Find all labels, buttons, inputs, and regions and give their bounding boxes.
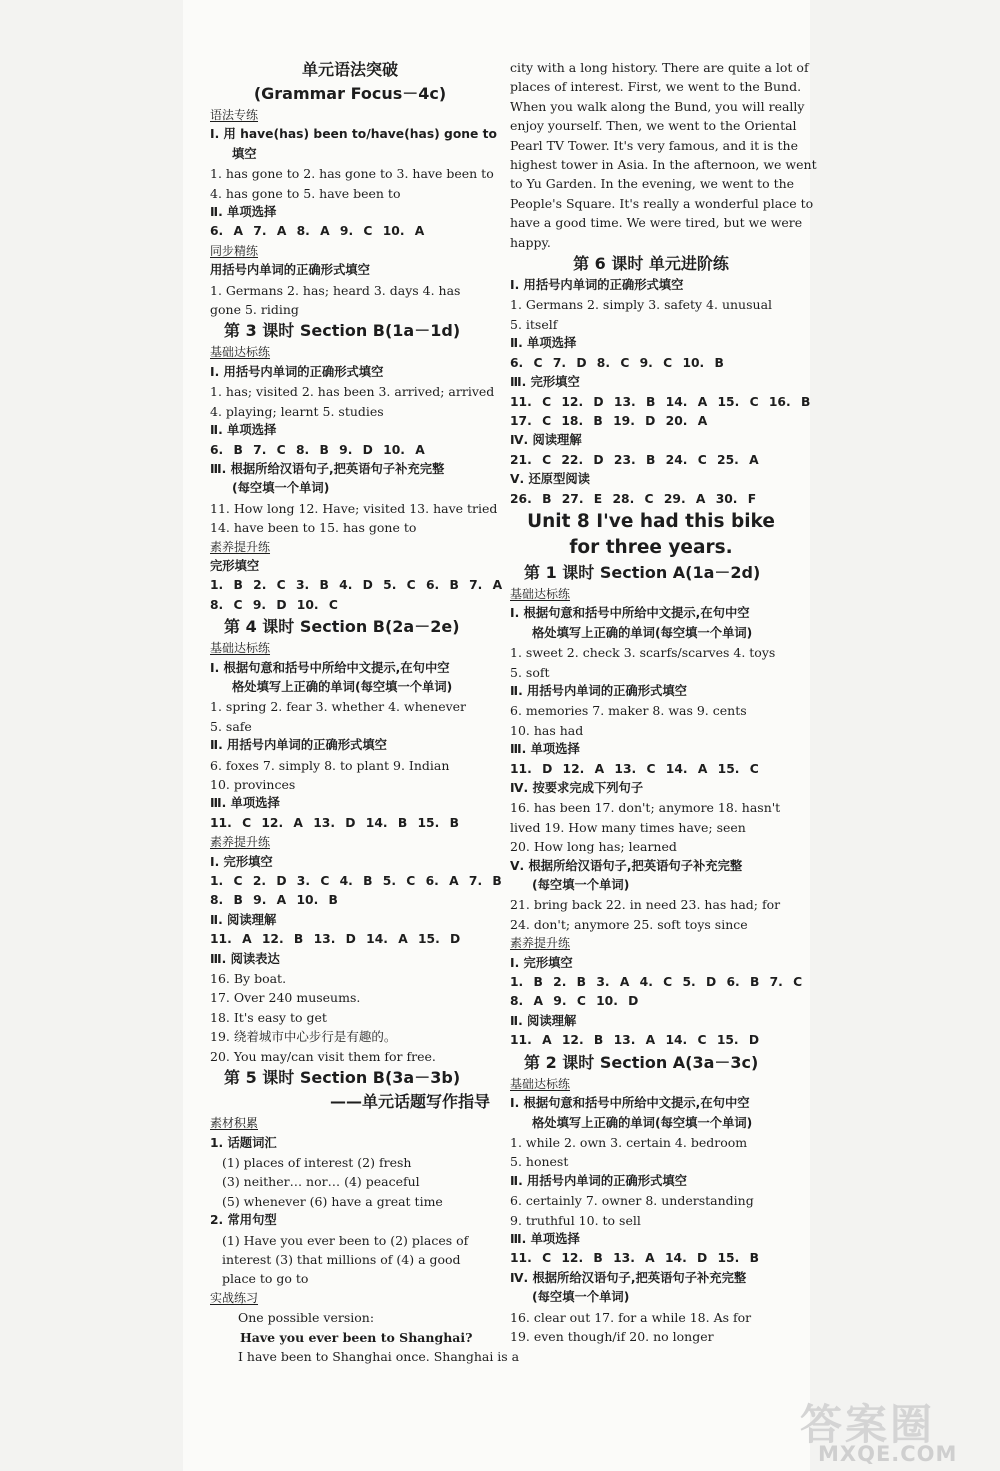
version-label: One possible version: [238, 1310, 375, 1326]
lesson-6-title: 第 6 课时 单元进阶练 [573, 254, 729, 274]
answer-line: 4. has gone to 5. have been to [210, 185, 401, 201]
unit8-lesson-1-title: 第 1 课时 Section A(1a－2d) [524, 562, 761, 582]
lesson-5-subtitle: ——单元话题写作指导 [329, 1092, 490, 1112]
question-heading: Ⅳ. 阅读理解 [510, 433, 582, 448]
essay-line: city with a long history. There are quite a lot of [510, 60, 809, 75]
answer-line: 1. while 2. own 3. certain 4. bedroom [510, 1134, 748, 1150]
vocab-line: (1) places of interest (2) fresh [222, 1154, 412, 1170]
answer-line: 6. C 7. D 8. C 9. C 10. B [510, 355, 724, 370]
lesson-5-title: 第 5 课时 Section B(3a－3b) [224, 1068, 461, 1088]
lesson-3-title: 第 3 课时 Section B(1a－1d) [224, 321, 461, 341]
question-heading: Ⅱ. 阅读理解 [210, 912, 277, 927]
essay-line: highest tower in Asia. In the afternoon, we went [510, 157, 817, 173]
section-tag: 同步精练 [210, 243, 259, 258]
answer-line: 8. C 9. D 10. C [210, 597, 338, 612]
question-heading: Ⅲ. 单项选择 [210, 796, 280, 811]
question-heading: Ⅱ. 单项选择 [510, 336, 577, 351]
answer-line: 11. C 12. D 13. B 14. A 15. C 16. B [510, 394, 811, 409]
grammar-focus-subtitle: (Grammar Focus－4c) [253, 84, 447, 103]
question-heading: Ⅰ. 完形填空 [510, 955, 573, 970]
unit8-lesson-2-title: 第 2 课时 Section A(3a－3c) [524, 1052, 759, 1072]
question-heading-cont: 填空 [232, 146, 257, 161]
question-heading: Ⅲ. 完形填空 [510, 375, 580, 390]
unit-8-title-cont: for three years. [569, 536, 733, 558]
unit-8-title: Unit 8 I've had this bike [527, 510, 775, 532]
question-heading: Ⅳ. 根据所给汉语句子,把英语句子补充完整 [510, 1270, 747, 1285]
answer-line: gone 5. riding [210, 302, 299, 318]
question-heading-cont: 格处填写上正确的单词(每空填一个单词) [532, 1115, 753, 1130]
answer-line: 14. have been to 15. has gone to [210, 520, 417, 536]
question-heading: Ⅲ. 单项选择 [510, 1231, 580, 1246]
question-heading: Ⅰ. 完形填空 [210, 854, 273, 869]
question-heading: Ⅴ. 根据所给汉语句子,把英语句子补充完整 [510, 858, 743, 873]
answer-line: 11. D 12. A 13. C 14. A 15. C [510, 761, 759, 776]
answer-line: 21. C 22. D 23. B 24. C 25. A [510, 452, 759, 467]
answer-line: 1. has gone to 2. has gone to 3. have been to [210, 166, 494, 182]
answer-line: 24. don't; anymore 25. soft toys since [510, 916, 748, 932]
section-tag: 基础达标练 [210, 641, 271, 656]
question-heading-cont: 格处填写上正确的单词(每空填一个单词) [232, 679, 453, 694]
answer-line: 5. safe [210, 718, 252, 734]
answer-line: 16. clear out 17. for a while 18. As for [510, 1309, 752, 1325]
right-column [510, 58, 817, 1346]
question-heading: Ⅰ. 用括号内单词的正确形式填空 [510, 278, 684, 293]
answer-line: 10. provinces [210, 777, 296, 792]
question-heading: 1. 话题词汇 [210, 1135, 277, 1150]
question-heading: 完形填空 [210, 558, 260, 573]
question-heading: Ⅰ. 根据句意和括号中所给中文提示,在句中空 [210, 660, 450, 675]
question-heading: Ⅱ. 用括号内单词的正确形式填空 [510, 1173, 687, 1188]
answer-line: 11. A 12. B 13. D 14. A 15. D [210, 932, 461, 947]
question-heading-cont: 格处填写上正确的单词(每空填一个单词) [532, 625, 753, 640]
answer-line: 21. bring back 22. in need 23. has had; for [510, 897, 781, 913]
question-heading: Ⅲ. 阅读表达 [210, 951, 280, 966]
answer-line: 5. soft [510, 664, 550, 680]
section-tag: 基础达标练 [510, 1076, 571, 1091]
question-heading: Ⅱ. 单项选择 [210, 423, 277, 438]
answer-line: 26. B 27. E 28. C 29. A 30. F [510, 491, 757, 506]
answer-line: 1. C 2. D 3. C 4. B 5. C 6. A 7. B [210, 874, 502, 889]
question-heading: Ⅱ. 单项选择 [210, 205, 277, 220]
answer-line: 17. C 18. B 19. D 20. A [510, 413, 708, 428]
answer-line: 10. has had [510, 722, 584, 738]
answer-line: 6. memories 7. maker 8. was 9. cents [510, 703, 747, 719]
question-heading: Ⅱ. 阅读理解 [510, 1013, 577, 1028]
answer-line: 11. A 12. B 13. A 14. C 15. D [510, 1033, 760, 1048]
watermark-logo-text: 答案圈 [800, 1400, 936, 1449]
sentence-line: interest (3) that millions of (4) a good [222, 1251, 461, 1267]
question-heading: Ⅱ. 用括号内单词的正确形式填空 [210, 738, 387, 753]
question-heading-cont: (每空填一个单词) [532, 878, 630, 893]
answer-line: 8. B 9. A 10. B [210, 893, 338, 908]
essay-line: places of interest. First, we went to the Bund. [510, 79, 802, 95]
essay-title: Have you ever been to Shanghai? [240, 1329, 473, 1345]
section-tag: 基础达标练 [510, 586, 571, 601]
vocab-line: (3) neither… nor… (4) peaceful [222, 1174, 420, 1190]
answer-line: 1. sweet 2. check 3. scarfs/scarves 4. toys [510, 645, 776, 661]
left-column [210, 58, 520, 1366]
essay-line: have a good time. We were tired, but we were [510, 215, 803, 231]
section-tag: 素养提升练 [210, 835, 271, 850]
watermark-url: MXQE.COM [818, 1442, 958, 1466]
essay-line: Pearl TV Tower. It's very famous, and it is the [510, 137, 798, 153]
essay-line: I have been to Shanghai once. Shanghai is a [238, 1348, 520, 1364]
answer-line: 1. Germans 2. has; heard 3. days 4. has [210, 282, 461, 298]
answer-line: 6. certainly 7. owner 8. understanding [510, 1193, 754, 1209]
site-watermark [800, 1392, 990, 1466]
question-heading: Ⅰ. 用 have(has) been to/have(has) gone to [210, 127, 497, 142]
answer-line: 20. You may/can visit them for free. [210, 1048, 436, 1064]
answer-line: 1. has; visited 2. has been 3. arrived; arrived [210, 384, 495, 400]
answer-line: 1. Germans 2. simply 3. safety 4. unusual [510, 297, 773, 313]
section-tag: 素养提升练 [510, 936, 571, 951]
question-heading: Ⅰ. 根据句意和括号中所给中文提示,在句中空 [510, 606, 750, 621]
question-heading: Ⅲ. 根据所给汉语句子,把英语句子补充完整 [210, 461, 445, 476]
answer-line: lived 19. How many times have; seen [510, 819, 746, 835]
answer-line: 20. How long has; learned [510, 839, 677, 855]
answer-line: 11. How long 12. Have; visited 13. have tried [210, 500, 498, 516]
essay-line: happy. [510, 234, 551, 250]
answer-line: 6. A 7. A 8. A 9. C 10. A [210, 224, 425, 239]
answer-line: 5. honest [510, 1154, 569, 1170]
answer-line: 19. even though/if 20. no longer [510, 1328, 714, 1344]
question-heading: Ⅰ. 根据句意和括号中所给中文提示,在句中空 [510, 1096, 750, 1111]
section-tag: 语法专练 [210, 108, 259, 122]
answer-line: 1. B 2. B 3. A 4. C 5. D 6. B 7. C [510, 975, 803, 990]
essay-line: When you walk along the Bund, you will really [510, 98, 805, 114]
answer-line: 1. B 2. C 3. B 4. D 5. C 6. B 7. A [210, 578, 503, 593]
essay-line: People's Square. It's really a wonderful place to [510, 195, 814, 211]
answer-line: 4. playing; learnt 5. studies [210, 403, 384, 419]
answer-line: 6. B 7. C 8. B 9. D 10. A [210, 442, 425, 457]
answer-line: 16. has been 17. don't; anymore 18. hasn't [510, 800, 781, 816]
answer-line: 19. 绕着城市中心步行是有趣的。 [210, 1029, 397, 1045]
question-heading: Ⅰ. 用括号内单词的正确形式填空 [210, 364, 384, 379]
section-tag: 基础达标练 [210, 345, 271, 360]
question-heading-cont: (每空填一个单词) [232, 481, 330, 496]
question-heading-cont: (每空填一个单词) [532, 1290, 630, 1305]
question-heading: 2. 常用句型 [210, 1213, 277, 1228]
unit-grammar-title: 单元语法突破 [301, 60, 398, 79]
question-heading: Ⅱ. 用括号内单词的正确形式填空 [510, 683, 687, 698]
question-heading: Ⅴ. 还原型阅读 [510, 472, 590, 487]
question-heading: Ⅲ. 单项选择 [510, 742, 580, 757]
answer-line: 11. C 12. A 13. D 14. B 15. B [210, 815, 459, 830]
sentence-line: place to go to [222, 1271, 309, 1287]
answer-line: 11. C 12. B 13. A 14. D 15. B [510, 1251, 759, 1266]
answer-line: 6. foxes 7. simply 8. to plant 9. Indian [210, 757, 450, 773]
section-tag: 素养提升练 [210, 539, 271, 554]
section-tag: 素材积累 [210, 1116, 259, 1131]
question-heading: Ⅳ. 按要求完成下列句子 [510, 781, 644, 795]
vocab-line: (5) whenever (6) have a great time [222, 1193, 443, 1209]
question-heading: 用括号内单词的正确形式填空 [210, 263, 370, 278]
sentence-line: (1) Have you ever been to (2) places of [222, 1232, 469, 1248]
answer-line: 8. A 9. C 10. D [510, 994, 639, 1009]
essay-line: to Yu Garden. In the evening, we went to the [510, 176, 795, 192]
answer-line: 16. By boat. [210, 971, 287, 987]
essay-line: enjoy yourself. Then, we went to the Oriental [510, 118, 797, 134]
answer-line: 18. It's easy to get [210, 1009, 327, 1025]
answer-line: 1. spring 2. fear 3. whether 4. whenever [210, 699, 467, 715]
answer-line: 9. truthful 10. to sell [510, 1212, 641, 1228]
lesson-4-title: 第 4 课时 Section B(2a－2e) [224, 617, 460, 637]
section-tag: 实战练习 [210, 1290, 259, 1305]
answer-line: 5. itself [510, 316, 558, 332]
answer-line: 17. Over 240 museums. [210, 990, 361, 1006]
